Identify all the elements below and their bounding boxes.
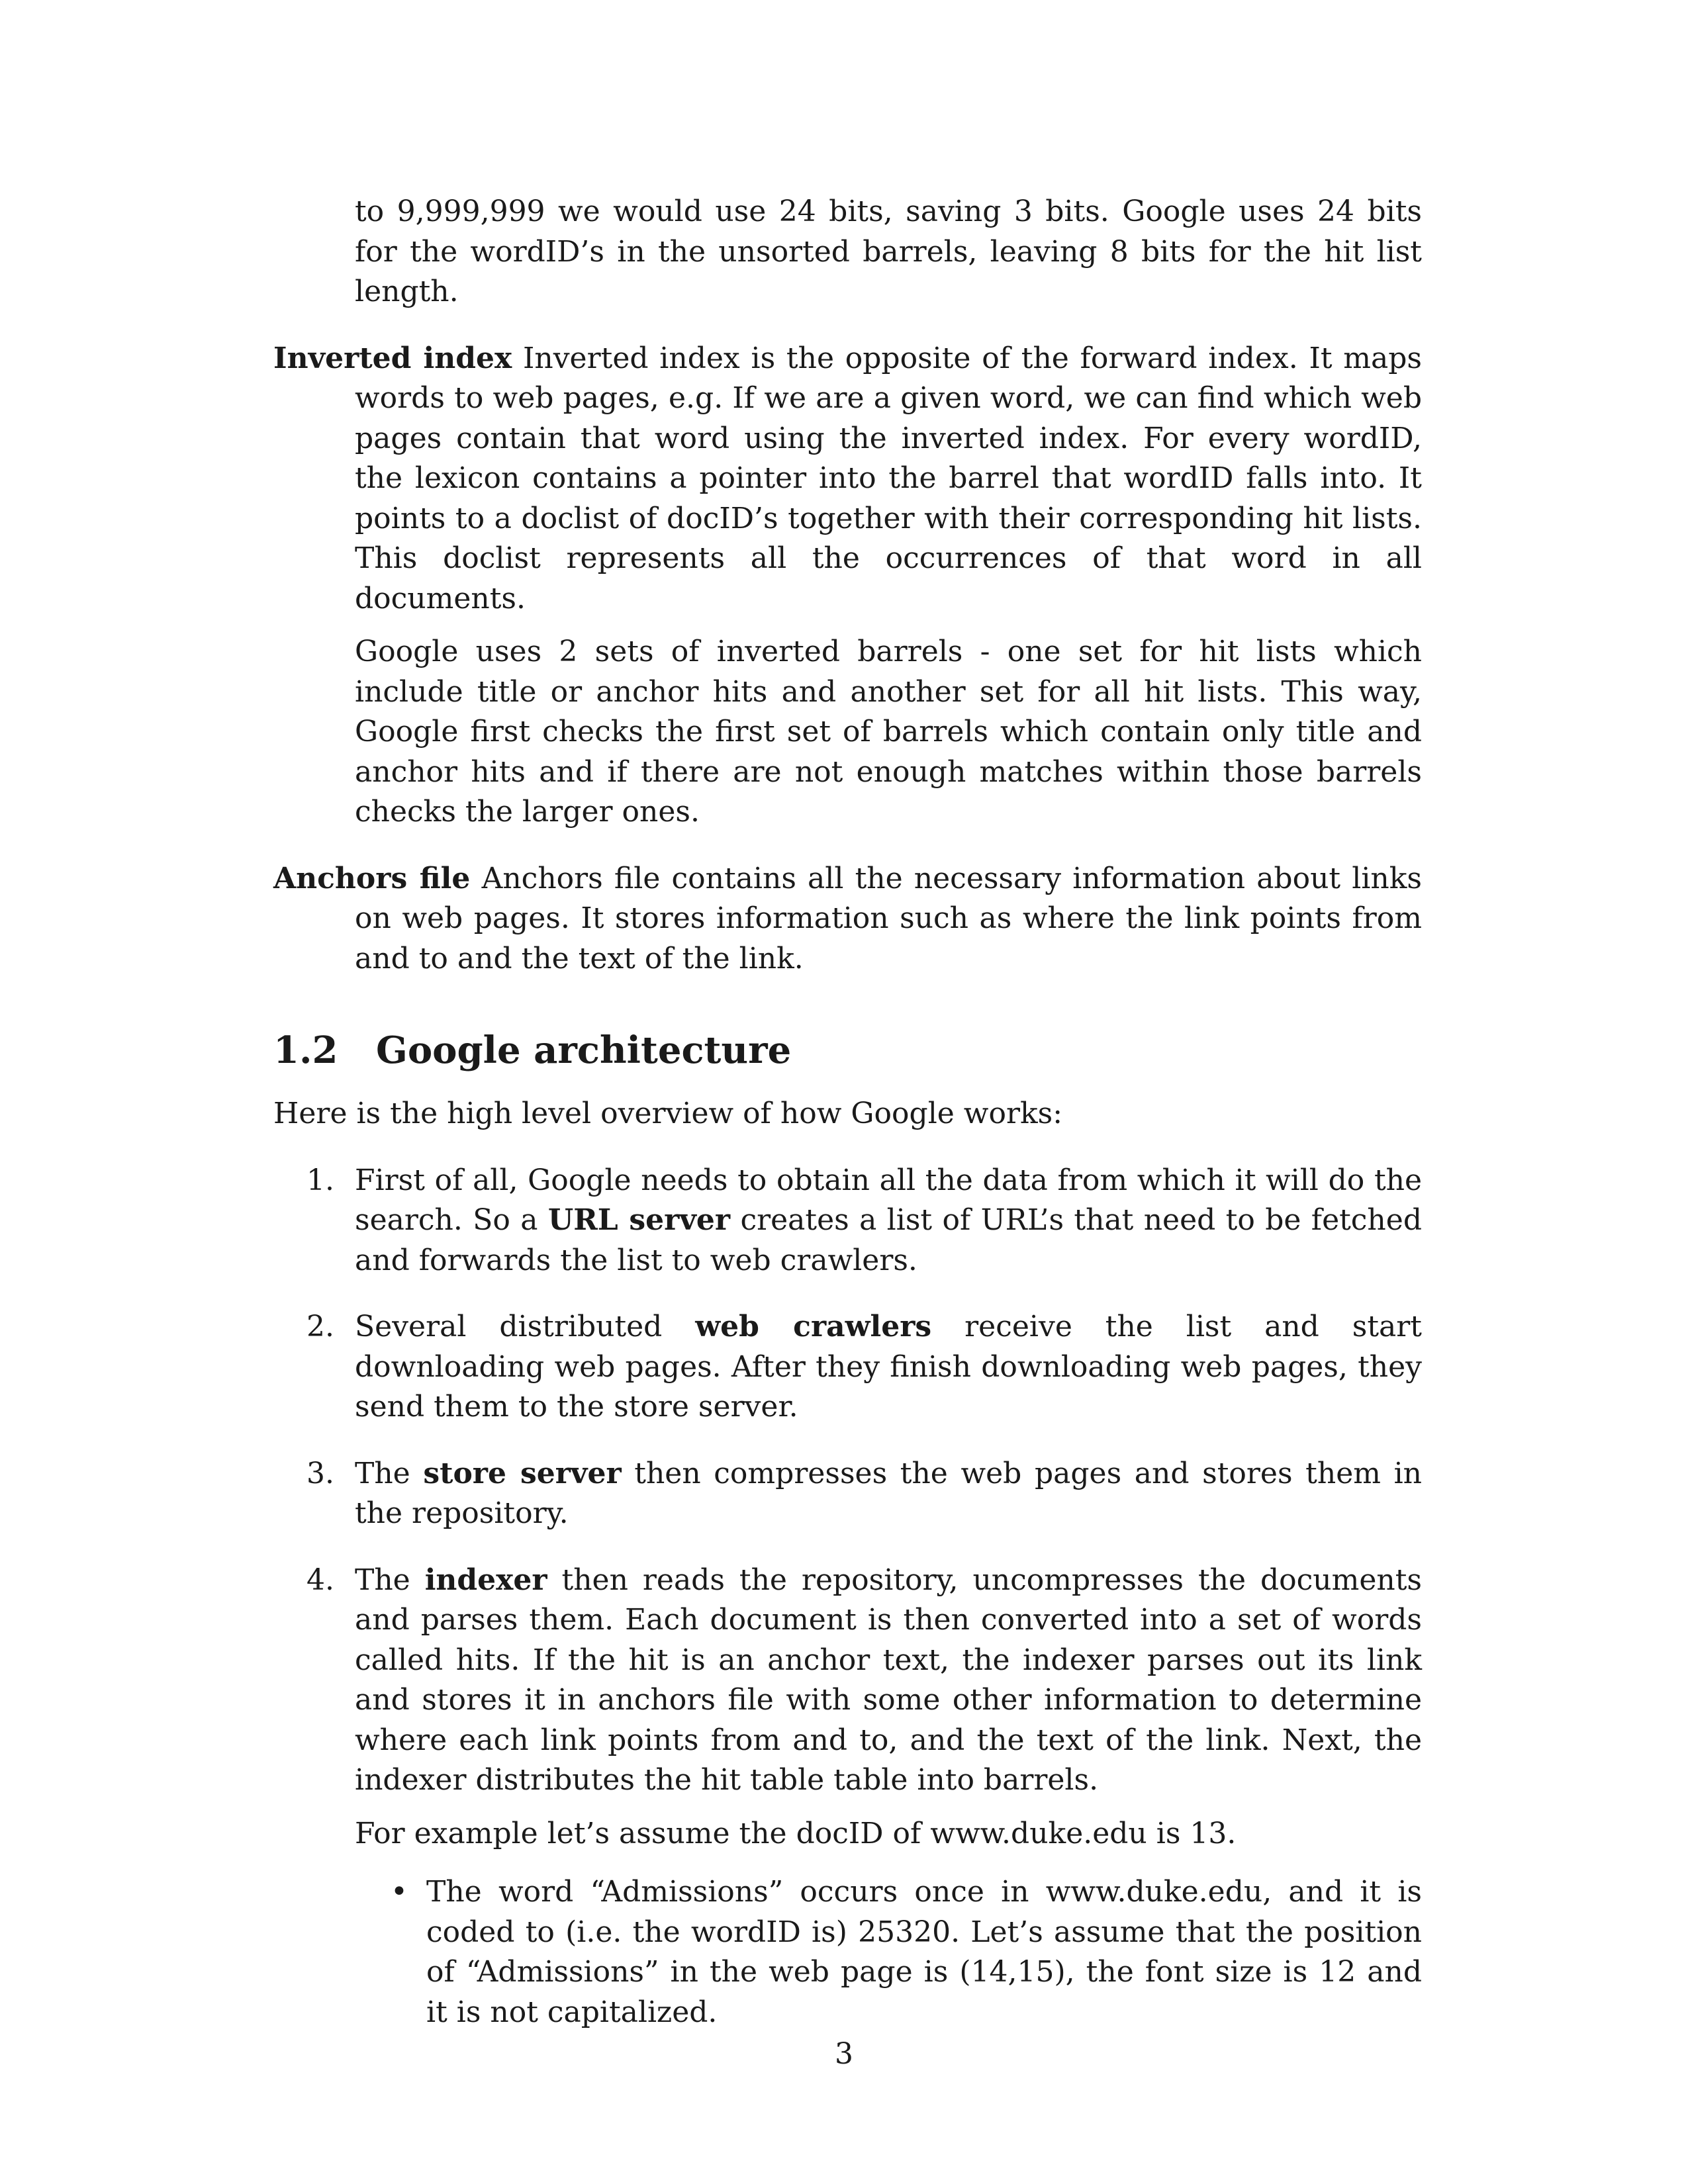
continuation-paragraph: to 9,999,999 we would use 24 bits, saving 3 bits. Google uses 24 bits for the wordID’s in the unsorted barrels, leaving 8 bits for the hit list length. [355,195,1422,308]
definition-inverted-index [273,339,1422,619]
definition-paragraph: Google uses 2 sets of inverted barrels - one set for hit lists which include title or anchor hits and another set for all hit lists. This way, Google first checks the first set of barrels which contain only title and anchor hits and if there are not enough matches within those barrels checks the larger ones. [355,635,1422,829]
example-paragraph: For example let’s assume the docID of www.duke.edu is 13. [355,1816,1237,1850]
bullet-item [355,1872,1422,2032]
bullet-icon: • [391,1875,408,1909]
definition-term: Inverted index [273,341,512,375]
list-item [273,1454,1422,1534]
list-item-number: 1. [306,1163,334,1197]
section-heading [273,1026,1422,1074]
list-item-keyword: store server [423,1456,622,1490]
page-number: 3 [835,2037,853,2071]
list-item [273,1161,1422,1281]
definition-text: Inverted index is the opposite of the forward index. It maps words to web pages, e.g. If we are a given word, we can find which web pages contain that word using the inverted index. For every wordID, the lexicon contains a pointer into the barrel that wordID falls into. It points to a doclist of docID’s together with their corresponding hit lists. This doclist represents all the occurrences of that word in all documents. [355,341,1422,615]
list-item-text: receive the list and start downloading web pages. After they finish downloading web pages, they send them to the store server. [355,1310,1422,1424]
list-item [273,1307,1422,1428]
list-item-keyword: URL server [547,1203,731,1237]
list-item-keyword: indexer [424,1563,547,1597]
list-item-number: 4. [306,1563,334,1597]
body-text [273,192,1422,2032]
bullet-text: The word “Admissions” occurs once in www.duke.edu, and it is coded to (i.e. the wordID is) 25320. Let’s assume that the position of “Admissions” in the web page is (14,15), the font size is 12 and it is not capitalized. [426,1875,1422,2029]
definition-anchors-file [273,859,1422,979]
steps-list [273,1161,1422,2033]
list-item-text: then compresses the web pages and stores them in the repository. [355,1456,1422,1530]
list-item-text: First of all, Google needs to obtain all the data from which it will do the search. So a [355,1163,1422,1237]
definition-term: Anchors file [273,861,471,895]
list-item-text: The [355,1563,425,1597]
list-item-text: creates a list of URL’s that need to be fetched and forwards the list to web crawlers. [355,1203,1422,1277]
list-item-text: then reads the repository, uncompresses the documents and parses them. Each document is then converted into a set of words called hits. If the hit is an anchor text, the indexer parses out its link and stores it in anchors file with some other information to determine where each link points from and to, and the text of the link. Next, the indexer distributes the hit table table into barrels. [355,1563,1422,1797]
section-title: Google architecture [376,1028,792,1072]
list-item-number: 3. [306,1456,334,1490]
list-item-text: The [355,1456,424,1490]
section-intro: Here is the high level overview of how Google works: [273,1097,1063,1130]
list-item [273,1561,1422,2033]
definition-text: Anchors file contains all the necessary information about links on web pages. It stores information such as where the link points from and to and the text of the link. [355,861,1422,976]
list-item-text: Several distributed [355,1310,696,1343]
list-item-keyword: web crawlers [695,1310,932,1343]
list-item-number: 2. [306,1310,334,1343]
section-number: 1.2 [273,1028,338,1072]
